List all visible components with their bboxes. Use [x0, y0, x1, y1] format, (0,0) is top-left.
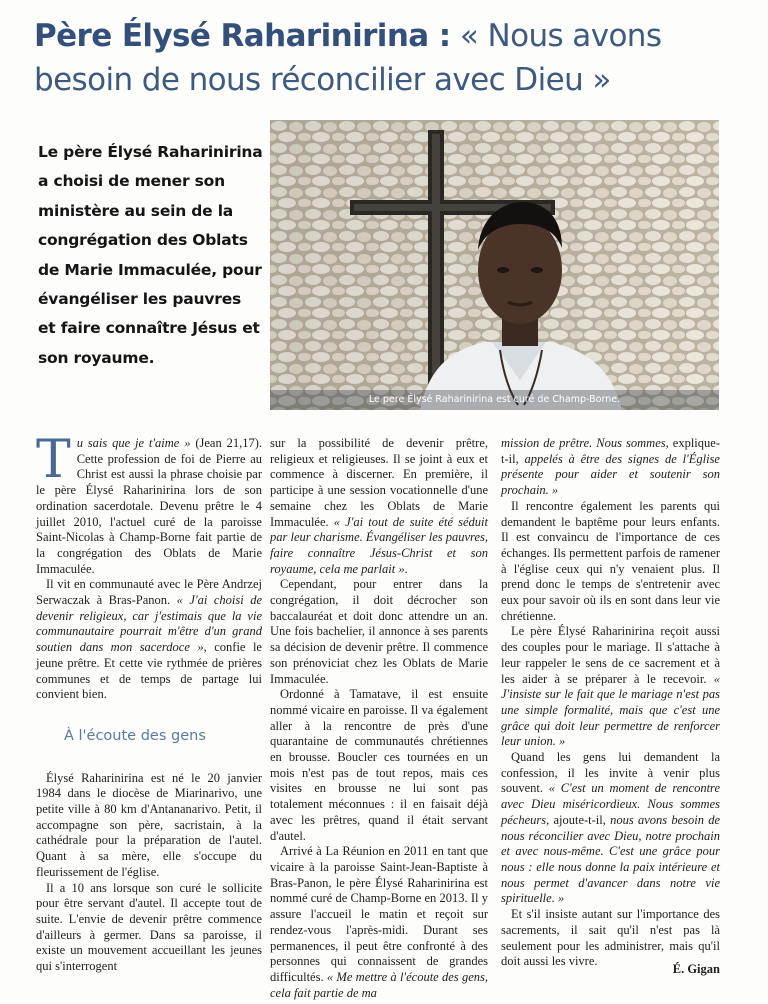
quote-text: mission de prêtre. Nous sommes, [501, 436, 669, 450]
quote-text: « J'ai choisi de devenir religieux, car j'estimais que la vie communautaire pourrait m'être d'un grand soutien dans mon sacerdoce » [36, 593, 262, 655]
paragraph: Il rencontre également les parents qui demandent le baptême pour leurs enfants. Il est convaincu de l'importance de ces échanges. Ils permettent parfois de ramener à l'église ceux qui n'y venaient plus. Il prend donc le temps de s'entretenir avec eux pour savoir où ils en sont dans leur vie chrétienne. [501, 498, 720, 623]
quote-text: « C'est un moment de rencontre avec Dieu miséricordieux. Nous sommes pécheurs, [501, 781, 720, 827]
section-subhead: À l'écoute des gens [64, 727, 206, 744]
quote-text: « J'insiste sur le fait que le mariage n'est pas une simple formalité, mais que c'est une grâce qui doit leur permettre de renforcer leur union. » [501, 671, 720, 749]
headline [34, 14, 734, 102]
body-text: Il vit en communauté avec le Père Andrzej Serwaczak à Bras-Panon. [36, 577, 262, 608]
paragraph [501, 436, 720, 499]
body-text: explique-t-il, [501, 436, 720, 466]
headline-name: Père Élysé Raharinirina : [34, 18, 451, 54]
drop-cap: T [36, 430, 71, 490]
article-column-2 [270, 436, 488, 1001]
paragraph: Il a 10 ans lorsque son curé le sollicite pour être servant d'autel. Il accepte tout de suite. L'envie de devenir prêtre commence d'ailleurs à germer. Dans sa paroisse, il existe un mouvement accueillant les jeunes qui s'interrogent [36, 880, 262, 974]
body-text: Quand les gens lui demandent la confession, il les invite à venir plus souvent. [501, 750, 720, 796]
paragraph [36, 577, 262, 703]
paragraph [501, 624, 720, 750]
paragraph [501, 750, 720, 907]
body-text: Arrivé à La Réunion en 2011 en tant que vicaire à la paroisse Saint-Jean-Baptiste à Bras-Panon, le père Élysé Raharinirina est nommé curé de Champ-Borne en 2013. Il y assure l'accueil le matin et reçoit sur rendez-vous l'après-midi. Durant ses permanences, il peut être confronté à des personnes qui connaissent de grandes difficultés. [270, 844, 488, 984]
paragraph [36, 430, 262, 577]
paragraph [270, 844, 488, 1001]
quote-text: « Me mettre à l'écoute des gens, cela fait partie de ma [270, 969, 488, 1000]
author-signature: É. Gigan [672, 962, 720, 976]
paragraph: Élysé Raharinirina est né le 20 janvier 1984 dans le diocèse de Miarinarivo, une petite ville à 80 km d'Antananarivo. Petit, il accompagne son père, sacristain, à la cathédrale pour la préparation de l'autel. Quant à sa mère, elle s'occupe du fleurissement de l'église. [36, 770, 262, 879]
body-text: . [404, 561, 408, 576]
quote-text: appelés à être des signes de l'Église présente pour aider et soutenir son prochain. » [501, 451, 720, 498]
paragraph: Ordonné à Tamatave, il est ensuite nommé vicaire en paroisse. Il va également aller à la rencontre de près d'une quarantaine de communautés chrétiennes en brousse. Boucler ces tournées en un mois n'est pas de tout repos, mais ces visites en brousse ne lui sont pas totalement méconnues : il en faisait déjà avec les prêtres, quand il était servant d'autel. [270, 687, 488, 843]
priest-photo [270, 120, 719, 410]
quote-text: u sais que je t'aime » [76, 436, 191, 450]
quote-text: nous avons besoin de nous réconcilier avec Dieu, notre prochain et avec nous-même. C'est une grâce pour nous : elle nous donne la paix intérieure et nous permet d'avancer dans notre vie spirituelle. » [501, 812, 720, 906]
body-text: , confie le jeune prêtre. Et cette vie rythmée de prières communes et de temps de partage lui convient bien. [36, 640, 262, 702]
headline-quote: « Nous avons besoin de nous réconcilier avec Dieu » [34, 18, 662, 98]
quote-text: « J'ai tout de suite été séduit par leur charisme. Évangéliser les pauvres, faire connaître Jésus-Christ et son royaume, cela me parlait » [270, 514, 488, 576]
paragraph [270, 436, 488, 577]
article-column-3 [501, 436, 720, 970]
article-column-1 [36, 430, 262, 975]
body-text: sur la possibilité de devenir prêtre, religieux et religieuses. Il se joint à eux et commence à discerner. En première, il participe à une session vocationnelle d'une semaine chez les Oblats de Marie Immaculée. [270, 436, 488, 529]
body-text: Le père Élysé Raharinirina reçoit aussi des couples pour le mariage. Il s'attache à leur rappeler le sens de ce sacrement et à les aider à se préparer à le recevoir. [501, 624, 720, 686]
photo-illustration [270, 120, 719, 410]
photo-caption: Le pere Élysé Raharinirina est curé de Champ-Borne. [270, 390, 719, 410]
lede: Le père Élysé Raharinirina a choisi de mener son ministère au sein de la congrégation des Oblats de Marie Immaculée, pour évangéliser les pauvres et faire connaître Jésus et son royaume. [38, 143, 263, 367]
body-text: ajoute-t-il, [549, 812, 611, 827]
paragraph: Cependant, pour entrer dans la congrégation, il doit décrocher son baccalauréat et doit donc attendre un an. Une fois bachelier, il annonce à ses parents sa décision de devenir prêtre. Il commence son prénoviciat chez les Oblats de Marie Immaculée. [270, 577, 488, 686]
paragraph: Et s'il insiste autant sur l'importance des sacrements, il sait qu'il n'est pas là seulement pour les administrer, mais qu'il doit aussi les vivre. [501, 907, 720, 969]
body-text: (Jean 21,17). Cette profession de foi de Pierre au Christ est aussi la phrase choisie par le père Élysé Raharinirina lors de son ordination sacerdotale. Devenu prêtre le 4 juillet 2010, l'actuel curé de la paroisse Saint-Nicolas à Champ-Borne fait partie de la congrégation des Oblats de Marie Immaculée. [36, 436, 262, 576]
